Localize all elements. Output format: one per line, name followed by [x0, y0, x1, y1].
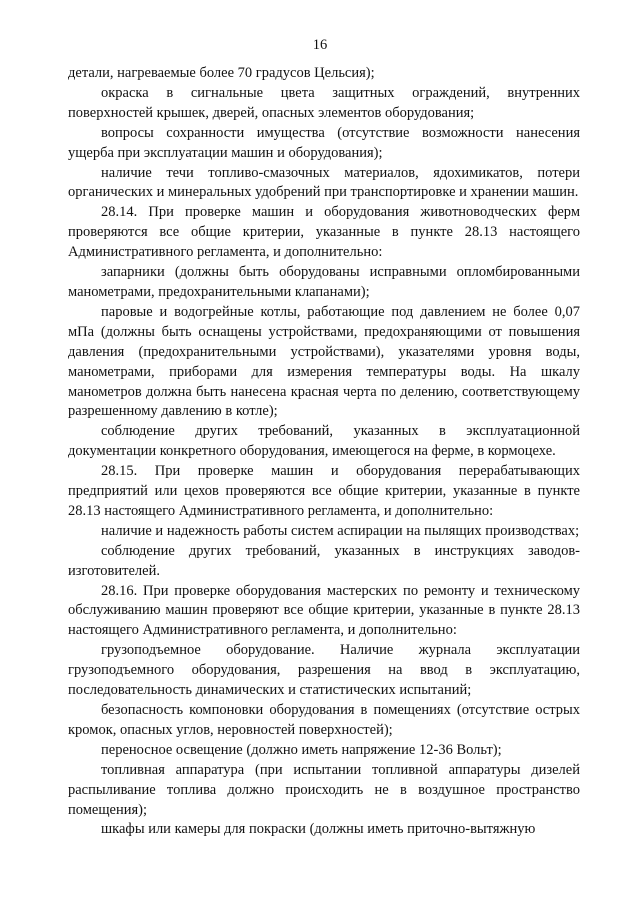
section-paragraph-28-16: 28.16. При проверке оборудования мастерских по ремонту и техническому обслуживанию машин проверяют все общие критерии, указанные в пункте 28.13 настоящего Административного регламента, и дополнительно:	[68, 582, 580, 639]
paragraph: переносное освещение (должно иметь напряжение 12-36 Вольт);	[101, 741, 502, 758]
paragraph: соблюдение других требований, указанных в эксплуатационной документации конкретного оборудования, имеющегося на ферме, в кормоцехе.	[68, 423, 580, 460]
paragraph: запарники (должны быть оборудованы исправными опломбированными манометрами, предохранительными клапанами);	[68, 264, 580, 300]
paragraph: соблюдение других требований, указанных в инструкциях заводов-изготовителей.	[68, 542, 580, 579]
section-paragraph-28-14: 28.14. При проверке машин и оборудования животноводческих ферм проверяются все общие критерии, указанные в пункте 28.13 настоящего Административного регламента, и дополнительно:	[68, 204, 580, 261]
paragraph-continuation: детали, нагреваемые более 70 градусов Цельсия);	[68, 65, 375, 81]
paragraph: вопросы сохранности имущества (отсутствие возможности нанесения ущерба при эксплуатации машин и оборудования);	[68, 124, 580, 161]
paragraph: окраска в сигнальные цвета защитных ограждений, внутренних поверхностей крышек, дверей, опасных элементов оборудования;	[68, 84, 580, 121]
paragraph: наличие и надежность работы систем аспирации на пылящих производствах;	[101, 522, 580, 539]
paragraph: грузоподъемное оборудование. Наличие журнала эксплуатации грузоподъемного оборудования, разрешения на ввод в эксплуатацию, последовательность динамических и статистических испытаний;	[68, 642, 580, 699]
paragraph: паровые и водогрейные котлы, работающие под давлением не более 0,07 мПа (должны быть оснащены устройствами, предохраняющими от повышения давления (предохранительными устройствами), указателями уровня воды, манометрами, приборами для измерения температуры воды. На шкалу манометров должна быть нанесена красная черта по делению, соответствующему разрешенному давлению в котле);	[68, 303, 580, 420]
section-paragraph-28-15: 28.15. При проверке машин и оборудования перерабатывающих предприятий или цехов проверяются все общие критерии, указанные в пункте 28.13 настоящего Административного регламента, и дополнительно:	[68, 463, 580, 519]
page-number: 16	[312, 37, 328, 53]
paragraph: шкафы или камеры для покраски (должны иметь приточно-вытяжную	[101, 821, 536, 838]
paragraph: наличие течи топливо-смазочных материалов, ядохимикатов, потери органических и минеральных удобрений при транспортировке и хранении машин.	[68, 164, 580, 201]
paragraph: безопасность компоновки оборудования в помещениях (отсутствие острых кромок, опасных углов, неровностей поверхностей);	[68, 702, 580, 738]
document-body	[68, 64, 580, 840]
paragraph: топливная аппаратура (при испытании топливной аппаратуры дизелей распыливание топлива должно происходить не в воздушное пространство помещения);	[68, 761, 580, 818]
